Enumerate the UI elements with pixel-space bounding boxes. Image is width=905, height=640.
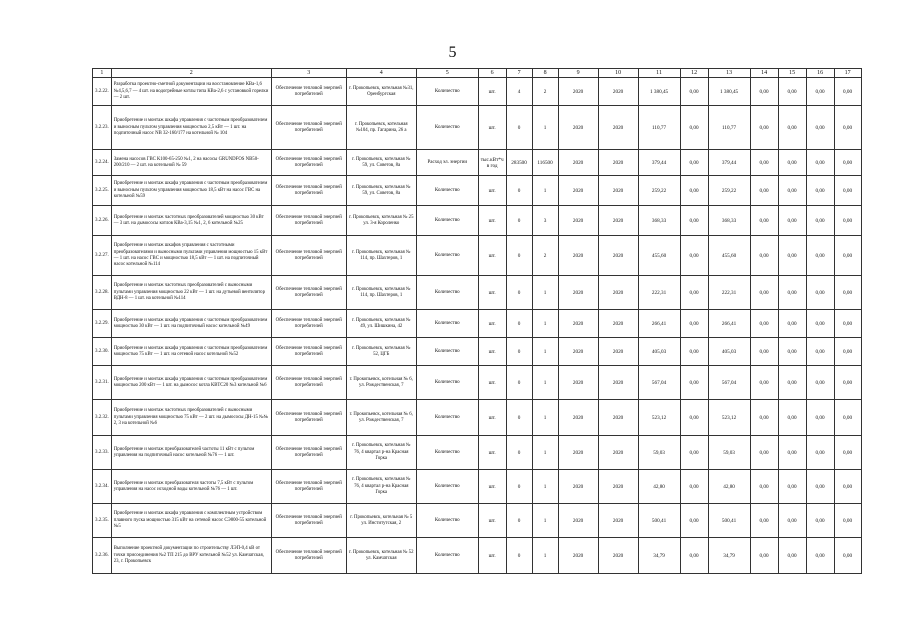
start-year: 2020 [558, 310, 598, 338]
column-number: 10 [598, 69, 638, 78]
cost-col-17: 0,00 [834, 78, 861, 106]
total-cost: 222,31 [638, 276, 680, 310]
cost-col-12: 0,00 [680, 436, 708, 470]
row-number: 3.2.26. [93, 206, 112, 236]
cost-col-15: 0,00 [778, 150, 806, 176]
measure-goal: Обеспечение тепловой энергией потребителей [271, 276, 346, 310]
unit-of-measure: шт. [478, 78, 506, 106]
cost-col-13: 523,12 [708, 400, 750, 436]
cost-col-17: 0,00 [834, 106, 861, 150]
measure-description: Приобретение и монтаж шкафа управления с частотным преобразователем мощностью 30 кВт — 1 шт. на подпиточный насос котельной №49 [111, 310, 271, 338]
measure-goal: Обеспечение тепловой энергией потребителей [271, 366, 346, 400]
cost-col-16: 0,00 [806, 206, 834, 236]
start-year: 2020 [558, 78, 598, 106]
table-row [93, 276, 862, 310]
measure-goal: Обеспечение тепловой энергией потребителей [271, 78, 346, 106]
total-cost: 379,44 [638, 150, 680, 176]
start-year: 2020 [558, 538, 598, 574]
start-year: 2020 [558, 504, 598, 538]
start-year: 2020 [558, 206, 598, 236]
cost-col-13: 1 380,45 [708, 78, 750, 106]
cost-col-12: 0,00 [680, 504, 708, 538]
end-year: 2020 [598, 366, 638, 400]
cost-col-12: 0,00 [680, 538, 708, 574]
cost-col-13: 379,44 [708, 150, 750, 176]
cost-col-13: 405,03 [708, 338, 750, 366]
column-number: 4 [346, 69, 416, 78]
cost-col-15: 0,00 [778, 310, 806, 338]
cost-col-16: 0,00 [806, 400, 834, 436]
measure-location: г. Прокопьевск, котельная № 114, пр. Шахтеров, 1 [346, 276, 416, 310]
indicator-after: 1 [532, 400, 558, 436]
cost-col-13: 266,41 [708, 310, 750, 338]
cost-col-12: 0,00 [680, 400, 708, 436]
unit-of-measure: шт. [478, 338, 506, 366]
indicator-name: Количество [416, 236, 478, 276]
cost-col-17: 0,00 [834, 276, 861, 310]
measure-goal: Обеспечение тепловой энергией потребителей [271, 150, 346, 176]
measure-location: г. Прокопьевск, котельная № 52, ЦГБ [346, 338, 416, 366]
total-cost: 266,41 [638, 310, 680, 338]
unit-of-measure: шт. [478, 366, 506, 400]
cost-col-15: 0,00 [778, 470, 806, 504]
indicator-before: 0 [506, 470, 532, 504]
start-year: 2020 [558, 400, 598, 436]
measure-description: Приобретение и монтаж шкафа управления с комплектным устройством плавного пуска мощностью 315 кВт на сетевой насос СЭ800-55 котельной №5 [111, 504, 271, 538]
start-year: 2020 [558, 236, 598, 276]
measure-location: г. Прокопьевск, котельная № 76, 4 квартал р-на Красная Горка [346, 436, 416, 470]
indicator-name: Количество [416, 400, 478, 436]
cost-col-17: 0,00 [834, 310, 861, 338]
measure-description: Приобретение и монтаж шкафа управления с частотным преобразователем и выносным пультом управления мощностью 2,5 кВт — 1 шт. на подпиточный насос NB 32-160/177 на котельной № 104 [111, 106, 271, 150]
cost-col-15: 0,00 [778, 176, 806, 206]
table-row [93, 106, 862, 150]
end-year: 2020 [598, 436, 638, 470]
measure-location: г. Прокопьевск, котельная № 59, ул. Советов, 8а [346, 150, 416, 176]
cost-col-13: 500,41 [708, 504, 750, 538]
cost-col-14: 0,00 [750, 236, 778, 276]
measure-location: г. Прокопьевск, котельная № 59, ул. Советов, 8а [346, 176, 416, 206]
indicator-before: 0 [506, 276, 532, 310]
cost-col-15: 0,00 [778, 436, 806, 470]
indicator-name: Количество [416, 276, 478, 310]
column-number: 9 [558, 69, 598, 78]
table-row [93, 150, 862, 176]
end-year: 2020 [598, 236, 638, 276]
table-row [93, 538, 862, 574]
table-row [93, 206, 862, 236]
unit-of-measure: шт. [478, 206, 506, 236]
total-cost: 368,33 [638, 206, 680, 236]
measure-location: г. Прокопьевск, котельная № 52 ул. Камчатская [346, 538, 416, 574]
table-row [93, 176, 862, 206]
cost-col-16: 0,00 [806, 538, 834, 574]
indicator-before: 0 [506, 504, 532, 538]
measure-goal: Обеспечение тепловой энергией потребителей [271, 338, 346, 366]
cost-col-17: 0,00 [834, 176, 861, 206]
measure-location: г. Прокопьевск, котельная № 6, ул. Рождественская, 7 [346, 400, 416, 436]
measure-description: Выполнение проектной документации по строительству ЛЭП-0,4 кВ от точки присоединения №2 ТП 215 до ВРУ котельной №52 ул. Камчатская, 23, г. Прокопьевск [111, 538, 271, 574]
unit-of-measure: тыс.кВт*ч в год [478, 150, 506, 176]
row-number: 3.2.31. [93, 366, 112, 400]
cost-col-16: 0,00 [806, 106, 834, 150]
measure-description: Приобретение и монтаж преобразователя частоты 7,5 кВт с пультом управления на насос исходной воды котельной №76 — 1 шт. [111, 470, 271, 504]
total-cost: 405,03 [638, 338, 680, 366]
cost-col-16: 0,00 [806, 436, 834, 470]
end-year: 2020 [598, 538, 638, 574]
unit-of-measure: шт. [478, 504, 506, 538]
indicator-after: 1 [532, 504, 558, 538]
start-year: 2020 [558, 436, 598, 470]
indicator-name: Количество [416, 78, 478, 106]
indicator-after: 3 [532, 206, 558, 236]
end-year: 2020 [598, 470, 638, 504]
cost-col-13: 34,79 [708, 538, 750, 574]
row-number: 3.2.29. [93, 310, 112, 338]
cost-col-14: 0,00 [750, 310, 778, 338]
row-number: 3.2.24. [93, 150, 112, 176]
measure-location: г. Прокопьевск, котельная № 5 ул. Институтская, 2 [346, 504, 416, 538]
cost-col-14: 0,00 [750, 436, 778, 470]
indicator-before: 0 [506, 236, 532, 276]
table-row [93, 400, 862, 436]
column-number: 3 [271, 69, 346, 78]
cost-col-14: 0,00 [750, 78, 778, 106]
total-cost: 110,77 [638, 106, 680, 150]
column-number: 1 [93, 69, 112, 78]
unit-of-measure: шт. [478, 538, 506, 574]
table-row [93, 310, 862, 338]
table-row [93, 78, 862, 106]
cost-col-14: 0,00 [750, 106, 778, 150]
column-number: 11 [638, 69, 680, 78]
cost-col-13: 222,31 [708, 276, 750, 310]
start-year: 2020 [558, 338, 598, 366]
cost-col-16: 0,00 [806, 470, 834, 504]
measures-table [92, 68, 862, 574]
column-number: 8 [532, 69, 558, 78]
cost-col-14: 0,00 [750, 276, 778, 310]
measure-goal: Обеспечение тепловой энергией потребителей [271, 106, 346, 150]
cost-col-16: 0,00 [806, 366, 834, 400]
column-number: 7 [506, 69, 532, 78]
unit-of-measure: шт. [478, 176, 506, 206]
cost-col-15: 0,00 [778, 504, 806, 538]
indicator-before: 0 [506, 538, 532, 574]
cost-col-13: 567,04 [708, 366, 750, 400]
measure-description: Приобретение и монтаж частотных преобразователей с выносными пультами управления мощностью 22 кВт — 1 шт. на дутьевой вентилятор ВДН-8 — 1 шт. на котельной №114 [111, 276, 271, 310]
cost-col-15: 0,00 [778, 400, 806, 436]
measure-goal: Обеспечение тепловой энергией потребителей [271, 504, 346, 538]
column-number: 13 [708, 69, 750, 78]
indicator-name: Количество [416, 538, 478, 574]
cost-col-12: 0,00 [680, 236, 708, 276]
cost-col-17: 0,00 [834, 436, 861, 470]
indicator-after: 1 [532, 366, 558, 400]
row-number: 3.2.30. [93, 338, 112, 366]
column-number: 16 [806, 69, 834, 78]
cost-col-12: 0,00 [680, 106, 708, 150]
measure-goal: Обеспечение тепловой энергией потребителей [271, 310, 346, 338]
indicator-after: 1 [532, 470, 558, 504]
table-row [93, 236, 862, 276]
end-year: 2020 [598, 400, 638, 436]
cost-col-12: 0,00 [680, 470, 708, 504]
start-year: 2020 [558, 470, 598, 504]
end-year: 2020 [598, 150, 638, 176]
cost-col-17: 0,00 [834, 338, 861, 366]
cost-col-15: 0,00 [778, 338, 806, 366]
cost-col-15: 0,00 [778, 236, 806, 276]
measure-goal: Обеспечение тепловой энергией потребителей [271, 470, 346, 504]
cost-col-17: 0,00 [834, 504, 861, 538]
cost-col-16: 0,00 [806, 310, 834, 338]
indicator-before: 4 [506, 78, 532, 106]
cost-col-16: 0,00 [806, 504, 834, 538]
row-number: 3.2.35. [93, 504, 112, 538]
unit-of-measure: шт. [478, 436, 506, 470]
cost-col-14: 0,00 [750, 338, 778, 366]
indicator-before: 0 [506, 436, 532, 470]
cost-col-12: 0,00 [680, 176, 708, 206]
measure-description: Приобретение и монтаж частотных преобразователей с выносными пультами управления мощностью 75 кВт — 2 шт. на дымососы ДН-15 №№ 2, 3 на котельной №6 [111, 400, 271, 436]
row-number: 3.2.28. [93, 276, 112, 310]
end-year: 2020 [598, 206, 638, 236]
column-number: 5 [416, 69, 478, 78]
total-cost: 34,79 [638, 538, 680, 574]
cost-col-13: 455,60 [708, 236, 750, 276]
table-row [93, 338, 862, 366]
indicator-before: 0 [506, 338, 532, 366]
measure-description: Приобретение и монтаж шкафа управления с частотным преобразователем мощностью 75 кВт — 1 шт. на сетевой насос котельной №52 [111, 338, 271, 366]
cost-col-14: 0,00 [750, 504, 778, 538]
cost-col-14: 0,00 [750, 538, 778, 574]
indicator-after: 1 [532, 276, 558, 310]
measure-location: г. Прокопьевск, котельная №31, Оренбургская [346, 78, 416, 106]
start-year: 2020 [558, 176, 598, 206]
measure-location: г. Прокопьевск, котельная №104, пр. Гагарина, 26 а [346, 106, 416, 150]
cost-col-15: 0,00 [778, 366, 806, 400]
indicator-after: 1 [532, 338, 558, 366]
measure-location: г. Прокопьевск, котельная № 76, 4 квартал р-на Красная Горка [346, 470, 416, 504]
indicator-before: 0 [506, 206, 532, 236]
row-number: 3.2.27. [93, 236, 112, 276]
cost-col-12: 0,00 [680, 78, 708, 106]
cost-col-15: 0,00 [778, 78, 806, 106]
measure-location: г. Прокопьевск, котельная № 25 ул. 3-я Короленко [346, 206, 416, 236]
indicator-after: 1 [532, 538, 558, 574]
measure-description: Приобретение и монтаж шкафа управления с частотным преобразователем мощностью 200 кВт — 1 шт. на дымосос котла КВТС20 №3 котельной №6 [111, 366, 271, 400]
cost-col-14: 0,00 [750, 176, 778, 206]
cost-col-12: 0,00 [680, 276, 708, 310]
cost-col-17: 0,00 [834, 470, 861, 504]
measure-goal: Обеспечение тепловой энергией потребителей [271, 400, 346, 436]
cost-col-14: 0,00 [750, 400, 778, 436]
end-year: 2020 [598, 106, 638, 150]
indicator-after: 1 [532, 106, 558, 150]
total-cost: 59,03 [638, 436, 680, 470]
unit-of-measure: шт. [478, 310, 506, 338]
measure-description: Приобретение и монтаж шкафа управления с частотным преобразователем и выносным пультом управления мощностью 18,5 кВт на насос ГВС на котельной №59 [111, 176, 271, 206]
indicator-name: Количество [416, 106, 478, 150]
cost-col-14: 0,00 [750, 206, 778, 236]
indicator-name: Количество [416, 206, 478, 236]
indicator-after: 1 [532, 176, 558, 206]
end-year: 2020 [598, 176, 638, 206]
row-number: 3.2.33. [93, 436, 112, 470]
cost-col-13: 42,80 [708, 470, 750, 504]
column-number: 12 [680, 69, 708, 78]
measure-location: г. Прокопьевск, котельная № 49, ул. Шишкина, 42 [346, 310, 416, 338]
indicator-after: 2 [532, 236, 558, 276]
column-number: 17 [834, 69, 861, 78]
measure-description: Замена насосов ГВС К100-65-250 №1, 2 на насосы GRUNDFOS NB50-200/210 — 2 шт. на котельной № 59 [111, 150, 271, 176]
cost-col-17: 0,00 [834, 400, 861, 436]
cost-col-13: 110,77 [708, 106, 750, 150]
page-number: 5 [448, 44, 457, 61]
row-number: 3.2.32. [93, 400, 112, 436]
row-number: 3.2.23. [93, 106, 112, 150]
indicator-before: 0 [506, 106, 532, 150]
cost-col-14: 0,00 [750, 150, 778, 176]
cost-col-15: 0,00 [778, 538, 806, 574]
indicator-name: Количество [416, 338, 478, 366]
cost-col-13: 368,33 [708, 206, 750, 236]
total-cost: 500,41 [638, 504, 680, 538]
total-cost: 567,04 [638, 366, 680, 400]
cost-col-16: 0,00 [806, 150, 834, 176]
cost-col-12: 0,00 [680, 150, 708, 176]
total-cost: 1 380,45 [638, 78, 680, 106]
cost-col-13: 59,03 [708, 436, 750, 470]
column-number: 2 [111, 69, 271, 78]
measure-description: Разработка проектно-сметной документации на восстановление КВа-1,6 №4,5,6,7 — 4 шт. на водогрейные котлы типа КВа-2,6 с установкой горелки — 2 шт. [111, 78, 271, 106]
start-year: 2020 [558, 366, 598, 400]
cost-col-12: 0,00 [680, 366, 708, 400]
indicator-name: Количество [416, 366, 478, 400]
indicator-before: 0 [506, 310, 532, 338]
table-row [93, 504, 862, 538]
indicator-after: 2 [532, 78, 558, 106]
measure-goal: Обеспечение тепловой энергией потребителей [271, 176, 346, 206]
cost-col-12: 0,00 [680, 338, 708, 366]
measure-description: Приобретение и монтаж шкафов управления с частотными преобразователями и выносными пультами управления мощностью 15 кВт — 1 шт. на насос ГВС и мощностью 18,5 кВт — 1 шт. на подпиточный насос котельной №114 [111, 236, 271, 276]
unit-of-measure: шт. [478, 400, 506, 436]
row-number: 3.2.34. [93, 470, 112, 504]
start-year: 2020 [558, 106, 598, 150]
measure-location: г. Прокопьевск, котельная № 6, ул. Рождественская, 7 [346, 366, 416, 400]
measure-goal: Обеспечение тепловой энергией потребителей [271, 538, 346, 574]
total-cost: 455,60 [638, 236, 680, 276]
cost-col-14: 0,00 [750, 366, 778, 400]
indicator-before: 0 [506, 366, 532, 400]
cost-col-15: 0,00 [778, 106, 806, 150]
indicator-after: 1 [532, 310, 558, 338]
start-year: 2020 [558, 150, 598, 176]
cost-col-17: 0,00 [834, 150, 861, 176]
cost-col-15: 0,00 [778, 276, 806, 310]
indicator-name: Количество [416, 436, 478, 470]
table-row [93, 470, 862, 504]
cost-col-17: 0,00 [834, 366, 861, 400]
indicator-name: Количество [416, 504, 478, 538]
row-number: 3.2.25. [93, 176, 112, 206]
cost-col-15: 0,00 [778, 206, 806, 236]
unit-of-measure: шт. [478, 276, 506, 310]
cost-col-16: 0,00 [806, 276, 834, 310]
cost-col-17: 0,00 [834, 538, 861, 574]
cost-col-12: 0,00 [680, 310, 708, 338]
measure-location: г. Прокопьевск, котельная № 114, пр. Шахтеров, 1 [346, 236, 416, 276]
row-number: 3.2.22. [93, 78, 112, 106]
column-number: 6 [478, 69, 506, 78]
cost-col-17: 0,00 [834, 206, 861, 236]
measure-goal: Обеспечение тепловой энергией потребителей [271, 206, 346, 236]
total-cost: 42,80 [638, 470, 680, 504]
end-year: 2020 [598, 78, 638, 106]
indicator-name: Количество [416, 176, 478, 206]
end-year: 2020 [598, 310, 638, 338]
indicator-name: Количество [416, 310, 478, 338]
cost-col-13: 259,22 [708, 176, 750, 206]
end-year: 2020 [598, 504, 638, 538]
indicator-after: 1 [532, 436, 558, 470]
indicator-before: 0 [506, 400, 532, 436]
cost-col-12: 0,00 [680, 206, 708, 236]
cost-col-16: 0,00 [806, 78, 834, 106]
cost-col-16: 0,00 [806, 236, 834, 276]
start-year: 2020 [558, 276, 598, 310]
table-row [93, 366, 862, 400]
cost-col-16: 0,00 [806, 338, 834, 366]
indicator-name: Количество [416, 470, 478, 504]
end-year: 2020 [598, 276, 638, 310]
indicator-before: 283500 [506, 150, 532, 176]
measure-description: Приобретение и монтаж частотных преобразователей мощностью 30 кВт — 3 шт. на дымососы котлов КВа-3,15 №1, 2, 6 котельной №25 [111, 206, 271, 236]
measure-goal: Обеспечение тепловой энергией потребителей [271, 236, 346, 276]
row-number: 3.2.36. [93, 538, 112, 574]
column-number: 14 [750, 69, 778, 78]
cost-col-14: 0,00 [750, 470, 778, 504]
measure-description: Приобретение и монтаж преобразователей частоты 11 кВт с пультом управления на подпиточный насос котельной №76 — 1 шт. [111, 436, 271, 470]
end-year: 2020 [598, 338, 638, 366]
unit-of-measure: шт. [478, 470, 506, 504]
cost-col-17: 0,00 [834, 236, 861, 276]
column-number-row [93, 69, 862, 78]
column-number: 15 [778, 69, 806, 78]
unit-of-measure: шт. [478, 106, 506, 150]
indicator-before: 0 [506, 176, 532, 206]
indicator-after: 116500 [532, 150, 558, 176]
total-cost: 259,22 [638, 176, 680, 206]
cost-col-16: 0,00 [806, 176, 834, 206]
table-row [93, 436, 862, 470]
unit-of-measure: шт. [478, 236, 506, 276]
measure-goal: Обеспечение тепловой энергией потребителей [271, 436, 346, 470]
indicator-name: Расход эл. энергии [416, 150, 478, 176]
total-cost: 523,12 [638, 400, 680, 436]
